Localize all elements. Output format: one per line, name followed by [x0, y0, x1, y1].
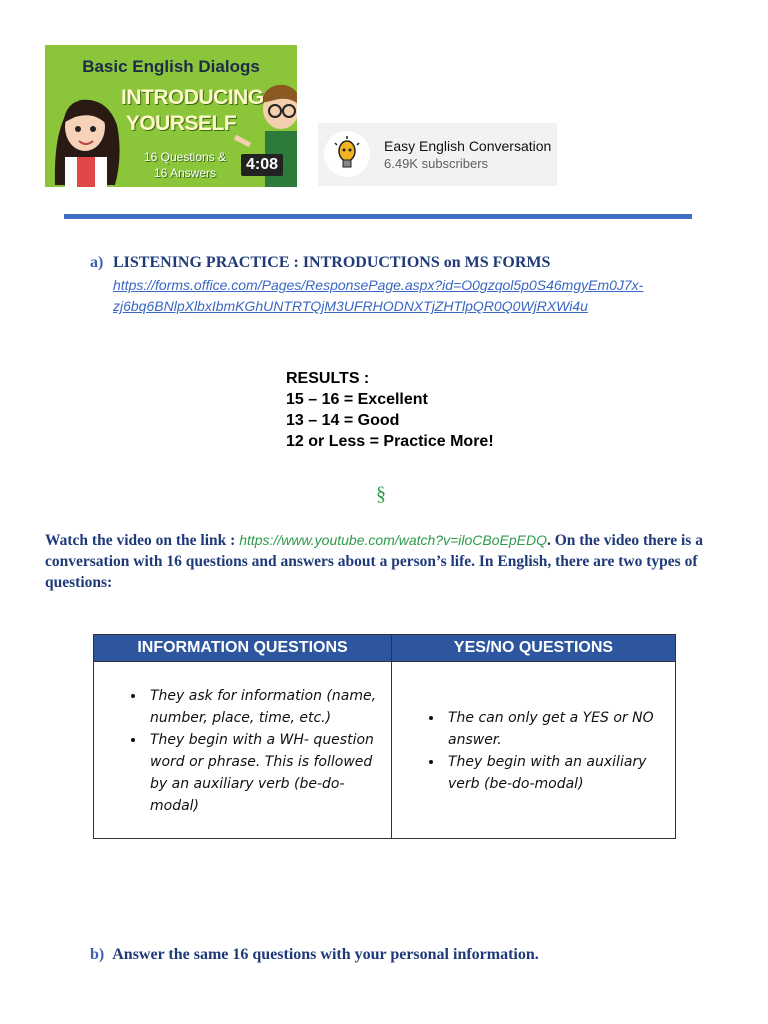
lightbulb-icon: [324, 131, 370, 177]
channel-subscribers: 6.49K subscribers: [384, 156, 489, 171]
results-line: 13 – 14 = Good: [286, 412, 400, 429]
youtube-link[interactable]: https://www.youtube.com/watch?v=iloCBoEpEDQ: [239, 532, 547, 548]
intro-prefix: Watch the video on the link :: [45, 532, 240, 549]
video-duration-badge: 4:08: [241, 154, 283, 176]
section-a-heading: LISTENING PRACTICE : INTRODUCTIONS on MS FORMS: [113, 254, 551, 271]
results-line: 15 – 16 = Excellent: [286, 391, 428, 408]
intro-paragraph: [45, 530, 725, 593]
intro-suffix: . On the video there is a conversation with 16 questions and answers about a person’s life. In English, there are two types of questions:: [45, 532, 703, 591]
list-item: • The can only get a YES or NO answer.: [444, 707, 680, 751]
list-item: • They ask for information (name, number, place, time, etc.): [146, 685, 386, 729]
results-line: 12 or Less = Practice More!: [286, 433, 494, 450]
list-item: • They begin with a WH- question word or phrase. This is followed by an auxiliary verb (be-do-modal): [146, 729, 386, 817]
channel-name[interactable]: Easy English Conversation: [384, 138, 552, 154]
thumbnail-subtitle: 16 Questions & 16 Answers: [143, 150, 227, 180]
section-divider: [64, 214, 692, 219]
results-title: RESULTS :: [286, 370, 370, 387]
table-header-yes-no: YES/NO QUESTIONS: [392, 635, 675, 661]
ms-forms-link-line1[interactable]: https://forms.office.com/Pages/ResponsePage.aspx?id=O0gzqol5p0S46mgyEm0J7x-: [113, 277, 644, 293]
results-block: [286, 368, 494, 452]
yes-no-questions-list: [422, 707, 680, 795]
information-questions-list: [124, 685, 386, 817]
section-sign: §: [376, 483, 386, 505]
thumbnail-series-title: Basic English Dialogs: [82, 57, 260, 76]
channel-avatar[interactable]: [324, 131, 370, 177]
channel-card[interactable]: [318, 123, 557, 186]
section-b: [90, 946, 539, 964]
list-item: • They begin with an auxiliary verb (be-do-modal): [444, 751, 680, 795]
video-thumbnail[interactable]: [45, 45, 297, 187]
section-b-text: Answer the same 16 questions with your personal information.: [112, 946, 539, 963]
thumbnail-title: INTRODUCING YOURSELF: [121, 86, 264, 135]
table-row-divider: [94, 661, 676, 662]
section-a-letter: a): [90, 254, 104, 271]
section-b-letter: b): [90, 946, 105, 963]
table-header-information: INFORMATION QUESTIONS: [94, 635, 391, 661]
ms-forms-link-line2[interactable]: zj6bq6BNlpXlbxIbmKGhUNTRTQjM3UFRHODNXTjZHTlpQR0Q0WjRXWi4u: [113, 298, 588, 314]
table-column-divider: [391, 635, 392, 839]
question-types-table: [93, 634, 676, 839]
